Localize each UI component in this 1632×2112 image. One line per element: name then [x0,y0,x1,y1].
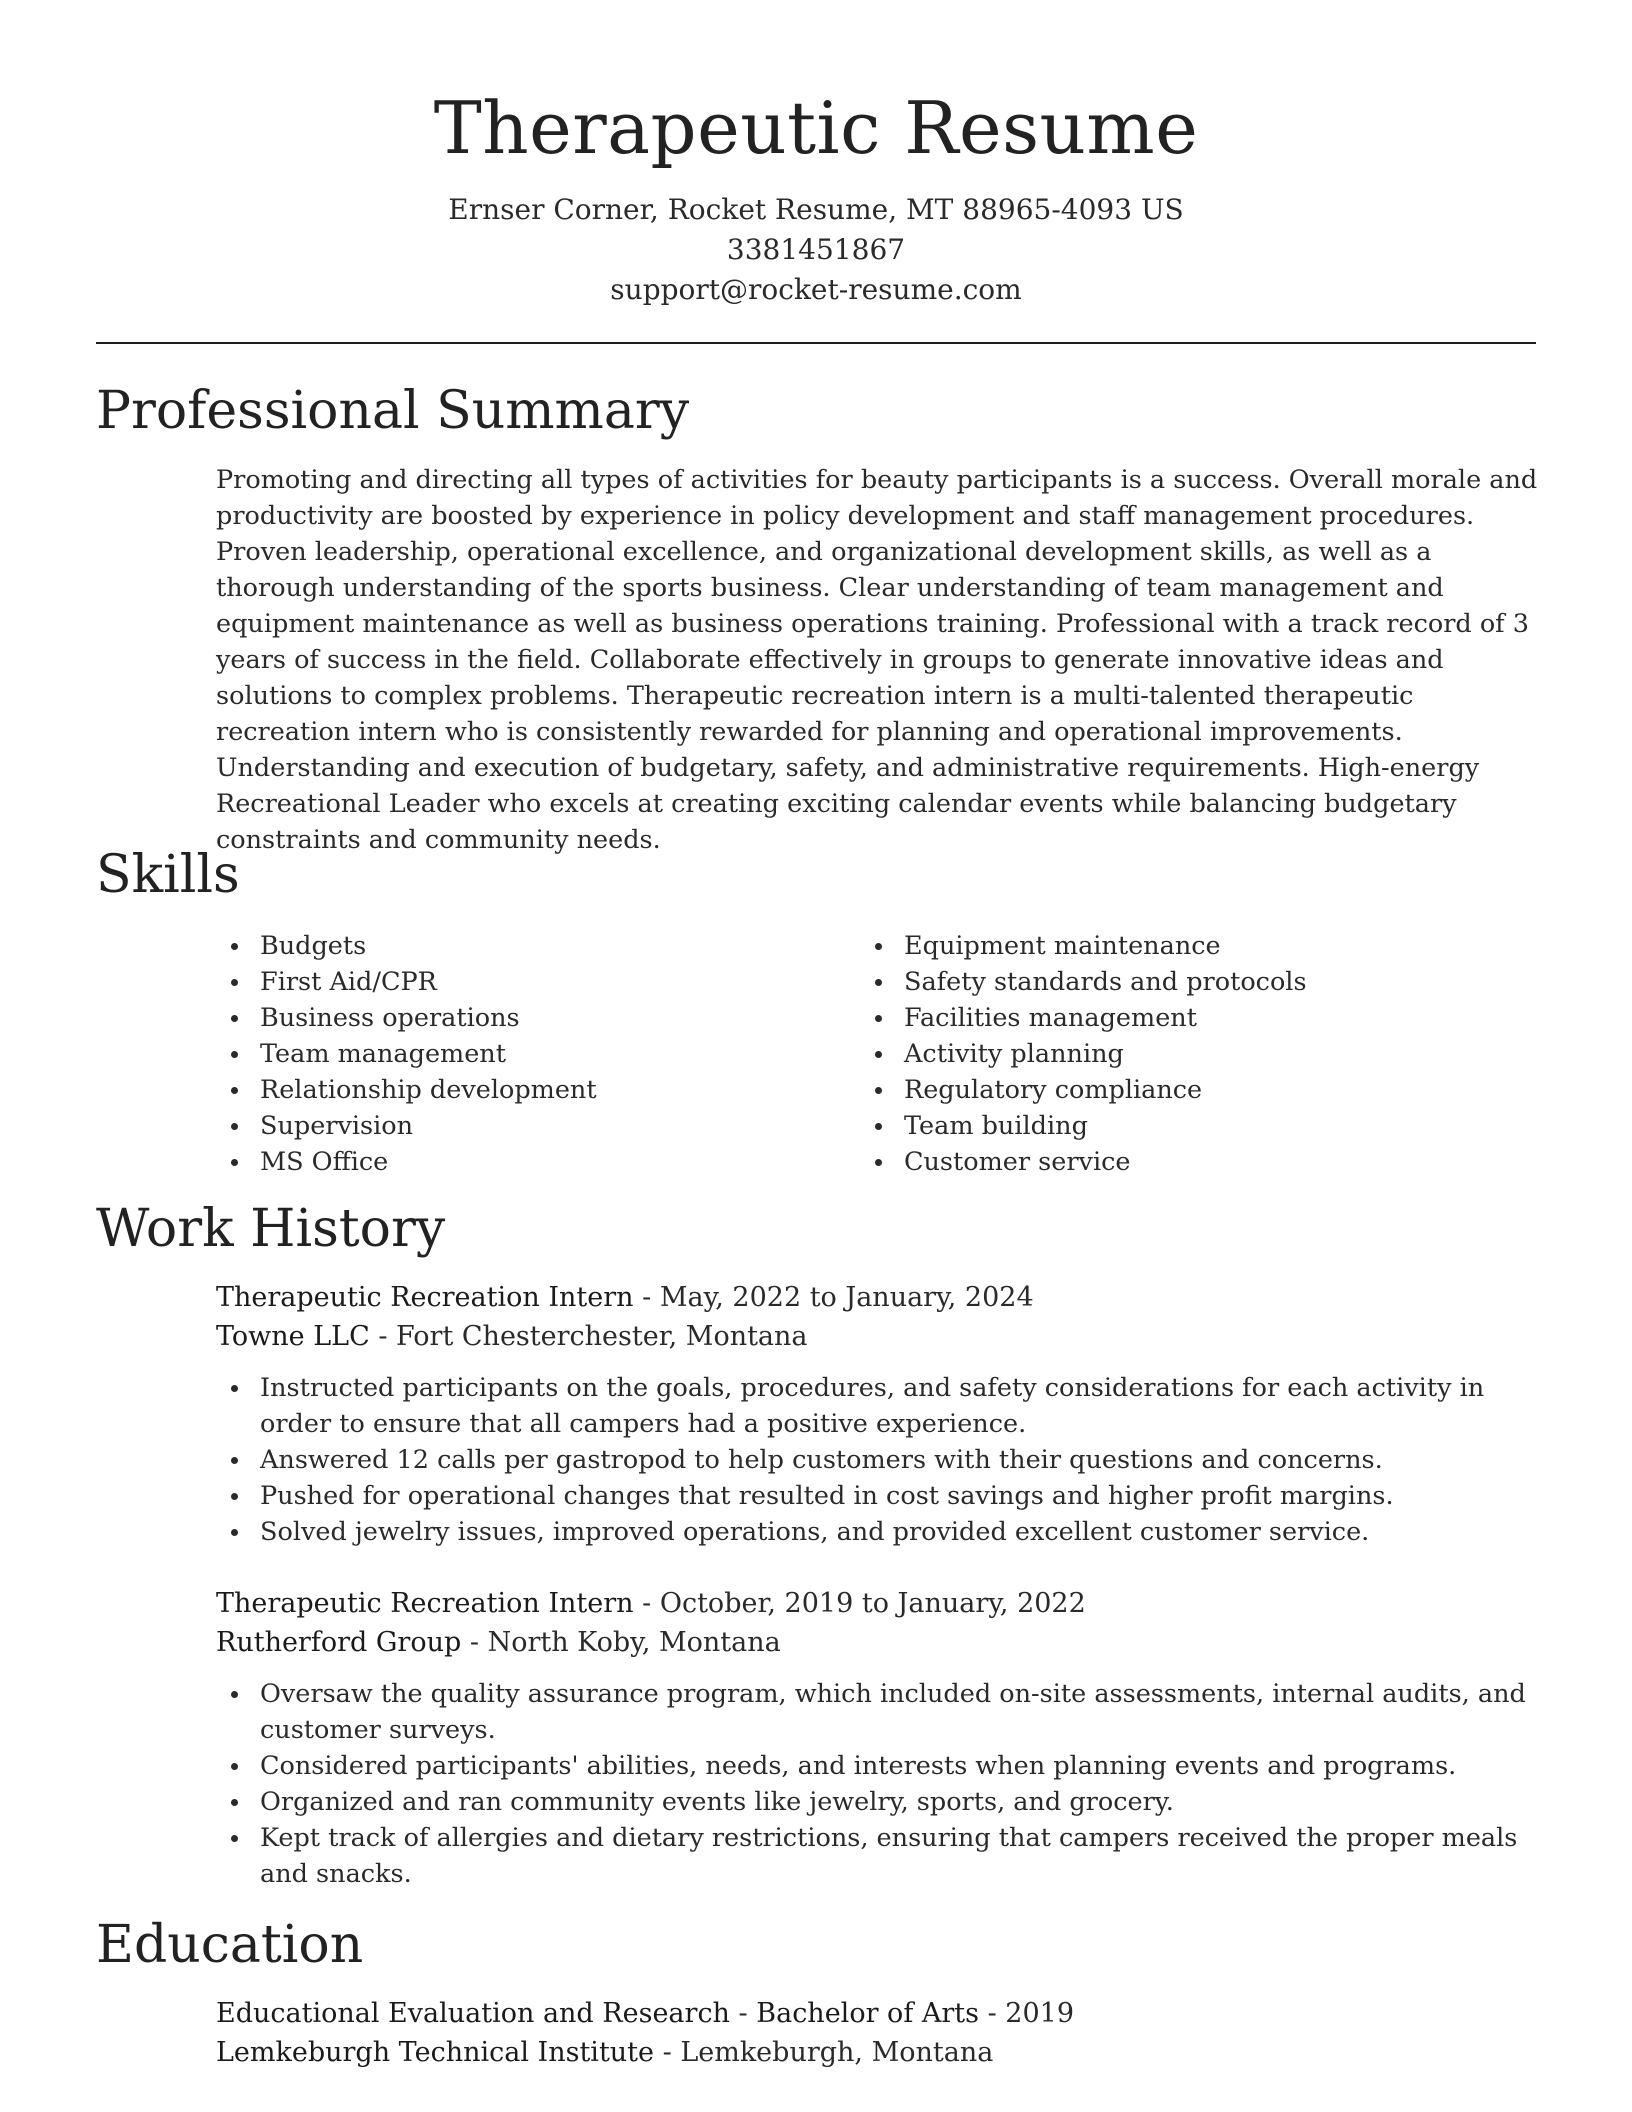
skill-item: Budgets [216,928,836,964]
job-bullets [216,1676,1542,1892]
job-location: Fort Chesterchester, Montana [396,1321,808,1352]
job-dates: May, 2022 to January, 2024 [659,1282,1034,1313]
job-company: Towne LLC [216,1321,370,1352]
skill-item: Team management [216,1036,836,1072]
job-bullet: Kept track of allergies and dietary restrictions, ensuring that campers received the proper meals and snacks. [216,1820,1542,1892]
job-bullets [216,1370,1542,1550]
skill-item: Facilities management [860,1000,1480,1036]
job-bullet: Oversaw the quality assurance program, which included on-site assessments, internal audits, and customer surveys. [216,1676,1542,1748]
education-location: Lemkeburgh, Montana [680,2037,994,2068]
job-dates: October, 2019 to January, 2022 [659,1588,1086,1619]
job-location: North Koby, Montana [487,1627,781,1658]
skill-item: Regulatory compliance [860,1072,1480,1108]
skill-item: Safety standards and protocols [860,964,1480,1000]
job-title-line: Therapeutic Recreation Intern - May, 2022 to January, 2024 [216,1282,1034,1313]
skill-item: Activity planning [860,1036,1480,1072]
section-heading-summary: Professional Summary [96,381,690,441]
section-heading-skills: Skills [96,845,240,905]
section-heading-work: Work History [96,1199,446,1259]
skill-item: First Aid/CPR [216,964,836,1000]
header-divider [96,342,1536,344]
job-company-line: Rutherford Group - North Koby, Montana [216,1627,781,1658]
job-bullet: Pushed for operational changes that resulted in cost savings and higher profit margins. [216,1478,1542,1514]
job-bullet: Solved jewelry issues, improved operations, and provided excellent customer service. [216,1514,1542,1550]
education-degree: Bachelor of Arts [756,1998,979,2029]
job-title-line: Therapeutic Recreation Intern - October, 2019 to January, 2022 [216,1588,1086,1619]
skill-item: Business operations [216,1000,836,1036]
contact-email[interactable]: support@rocket-resume.com [610,273,1022,306]
education-degree-line: Educational Evaluation and Research - Bachelor of Arts - 2019 [216,1998,1075,2029]
skill-item: Equipment maintenance [860,928,1480,964]
job-title: Therapeutic Recreation Intern [216,1282,634,1313]
contact-phone: 3381451867 [726,233,906,266]
job-title: Therapeutic Recreation Intern [216,1588,634,1619]
job-bullet: Considered participants' abilities, needs, and interests when planning events and programs. [216,1748,1542,1784]
skill-item: Customer service [860,1144,1480,1180]
education-school: Lemkeburgh Technical Institute [216,2037,655,2068]
job-entry [216,1584,1542,1892]
education-school-line: Lemkeburgh Technical Institute - Lemkeburgh, Montana [216,2037,994,2068]
skill-item: Relationship development [216,1072,836,1108]
contact-block [96,190,1536,310]
job-bullet: Organized and ran community events like jewelry, sports, and grocery. [216,1784,1542,1820]
skill-item: Team building [860,1108,1480,1144]
job-bullet: Instructed participants on the goals, procedures, and safety considerations for each activity in order to ensure that all campers had a positive experience. [216,1370,1542,1442]
contact-address: Ernser Corner, Rocket Resume, MT 88965-4093 US [448,193,1184,226]
job-company: Rutherford Group [216,1627,462,1658]
summary-text: Promoting and directing all types of activities for beauty participants is a success. Overall morale and productivity are boosted by experience in policy development and staff management procedures. Proven leadership, operational excellence, and organizational development skills, as well as a thorough understanding of the sports business. Clear understanding of team management and equipment maintenance as well as business operations training. Professional with a track record of 3 years of success in the field. Collaborate effectively in groups to generate innovative ideas and solutions to complex problems. Therapeutic recreation intern is a multi-talented therapeutic recreation intern who is consistently rewarded for planning and operational improvements. Understanding and execution of budgetary, safety, and administrative requirements. High-energy Recreational Leader who excels at creating exciting calendar events while balancing budgetary constraints and community needs. [216,465,1538,855]
job-entry [216,1278,1542,1550]
resume-header [96,80,1536,310]
job-company-line: Towne LLC - Fort Chesterchester, Montana [216,1321,808,1352]
skill-item: MS Office [216,1144,836,1180]
skills-list-left [216,928,836,1180]
section-heading-education: Education [96,1915,364,1975]
skill-item: Supervision [216,1108,836,1144]
skills-list-right [860,928,1480,1180]
education-year: 2019 [1005,1998,1075,2029]
resume-title: Therapeutic Resume [433,86,1199,170]
education-entry [216,1994,1542,2072]
education-field: Educational Evaluation and Research [216,1998,730,2029]
job-bullet: Answered 12 calls per gastropod to help customers with their questions and concerns. [216,1442,1542,1478]
